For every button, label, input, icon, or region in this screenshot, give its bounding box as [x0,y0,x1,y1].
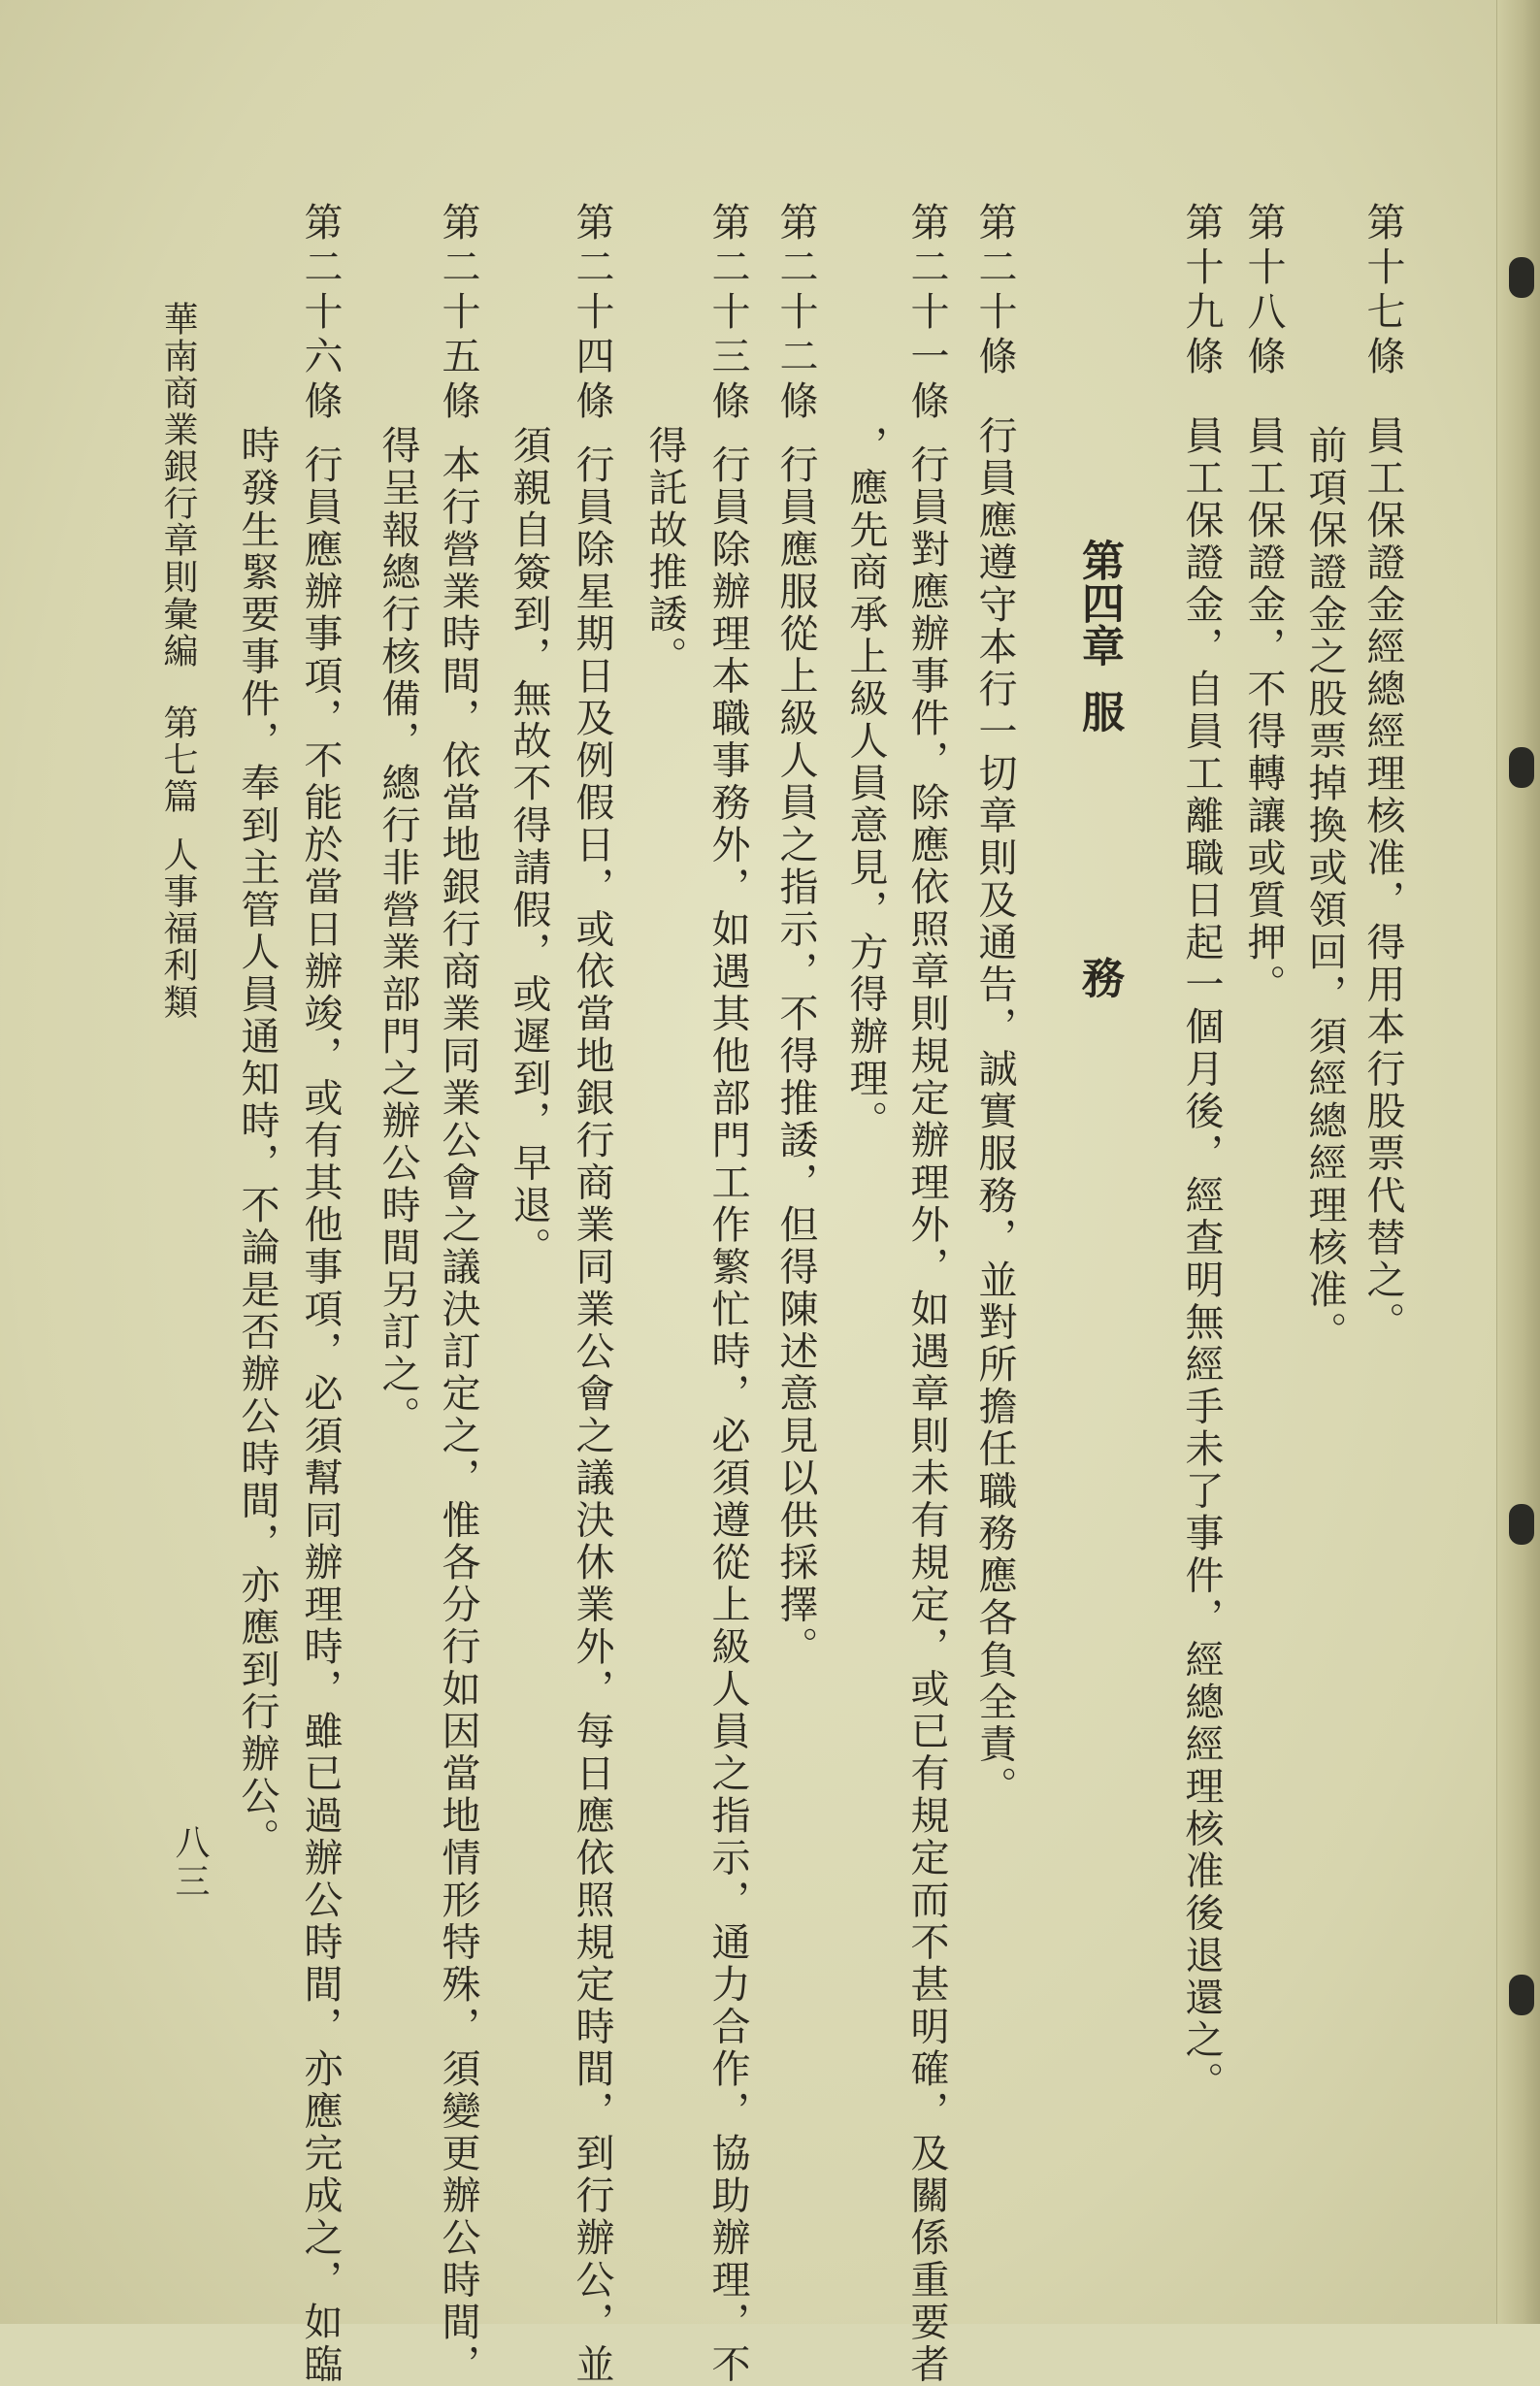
book-title: 華南商業銀行章則彙編 [158,301,198,670]
article-24-continued [507,425,551,1269]
article-text: ，應先商承上級人員意見，方得辦理。 [843,425,888,1143]
chapter-title [1074,539,1124,998]
chapter-name-char: 務 [1074,956,1124,998]
article-21 [904,202,949,2386]
article-22 [773,202,818,1669]
article-text: 員工保證金經總經理核准，得用本行股票代替之。 [1360,415,1405,1344]
article-23-continued [642,425,687,678]
chapter-number: 第四章 [1074,539,1124,667]
article-text: 行員應遵守本行一切章則及通告，誠實服務，並對所擔任職務應各負全責。 [972,415,1017,1809]
article-text: 時發生緊要事件，奉到主管人員通知時，不論是否辦公時間，亦應到行辦公。 [235,425,279,1860]
binding-hole [1509,747,1534,788]
article-text: 本行營業時間，依當地銀行商業同業公會之議決訂定之，惟各分行如因當地情形特殊，須變更辦公時間， [436,444,480,2386]
article-number: 第二十條 [972,202,1017,380]
article-text: 員工保證金，不得轉讓或質押。 [1241,415,1286,1006]
article-21-continued [843,425,888,1143]
article-number: 第十九條 [1179,202,1224,380]
binding-hole [1509,1975,1534,2015]
article-text: 前項保證金之股票掉換或領回，須經總經理核准。 [1302,425,1347,1354]
article-text: 行員除星期日及例假日，或依當地銀行商業同業公會之議決休業外，每日應依照規定時間，到行辦公，並 [570,444,614,2386]
page-edge [1496,0,1540,2324]
article-23 [705,202,750,2386]
article-26 [298,202,343,2386]
binding-hole [1509,1504,1534,1545]
article-text: 須親自簽到，無故不得請假，或遲到，早退。 [507,425,551,1269]
article-text: 行員對應辦事件，除應依照章則規定辦理外，如遇章則未有規定，或已有規定而不甚明確，及關係重要者 [904,444,949,2386]
article-number: 第二十六條 [298,202,343,425]
chapter-name-char: 服 [1074,690,1124,733]
article-number: 第二十三條 [705,202,750,425]
article-number: 第二十一條 [904,202,949,425]
article-text: 行員除辦理本職事務外，如遇其他部門工作繁忙時，必須遵從上級人員之指示，通力合作，協助辦理，不 [705,444,750,2386]
article-number: 第二十五條 [436,202,480,425]
article-text: 行員應服從上級人員之指示，不得推諉，但得陳述意見以供採擇。 [773,444,818,1669]
article-20 [972,202,1017,1809]
article-19 [1179,202,1224,2104]
article-24 [570,202,614,2386]
article-text: 得呈報總行核備，總行非營業部門之辦公時間另訂之。 [376,425,420,1438]
category-label: 人事福利類 [158,836,198,1021]
article-number: 第二十四條 [570,202,614,425]
binding-hole [1509,257,1534,298]
article-number: 第十八條 [1241,202,1286,380]
article-number: 第二十二條 [773,202,818,425]
article-number: 第十七條 [1360,202,1405,380]
article-25-continued [376,425,420,1438]
running-footer [158,301,198,1021]
article-text: 得託故推諉。 [642,425,687,678]
article-17-paragraph-2 [1302,425,1347,1354]
article-25 [436,202,480,2386]
article-text: 員工保證金，自員工離職日起一個月後，經查明無經手未了事件，經總經理核准後退還之。 [1179,415,1224,2104]
article-text: 行員應辦事項，不能於當日辦竣，或有其他事項，必須幫同辦理時，雖已過辦公時間，亦應完成之，如臨 [298,444,343,2386]
article-18 [1241,202,1286,1006]
article-17 [1360,202,1405,1344]
article-26-continued [235,425,279,1860]
part-label: 第七篇 [158,704,198,815]
page-number: 八三 [170,1824,210,1902]
